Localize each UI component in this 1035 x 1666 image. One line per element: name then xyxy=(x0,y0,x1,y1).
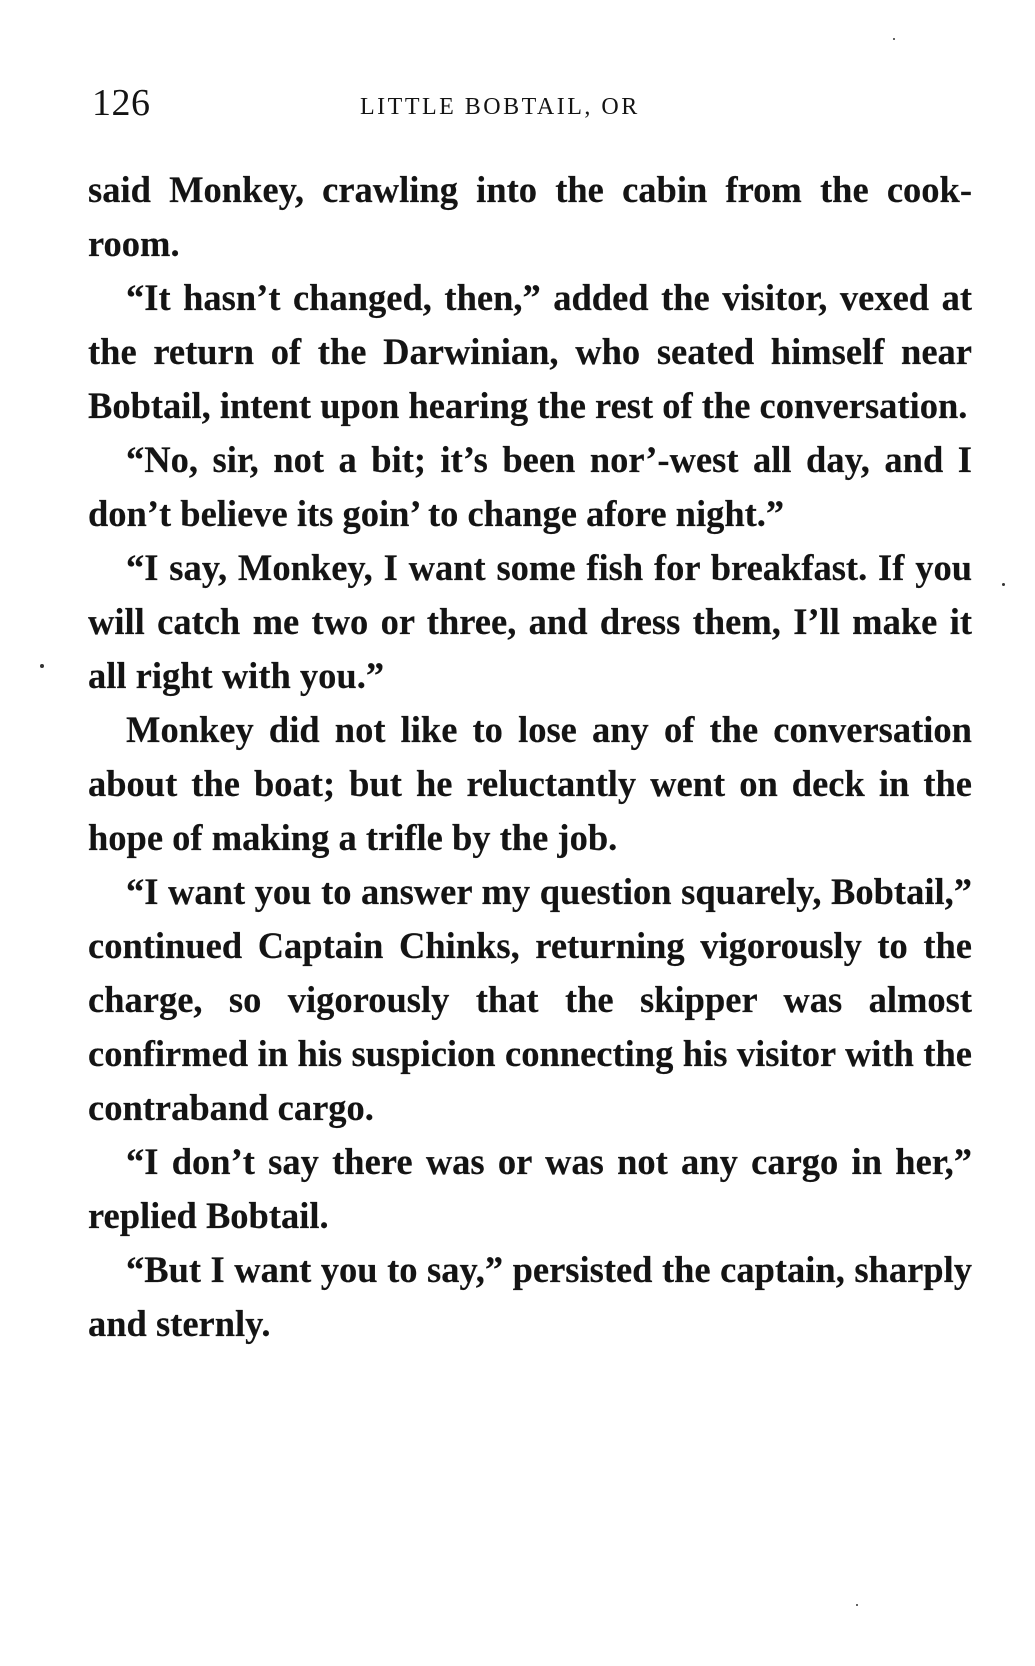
paragraph: “I want you to answer my question squarely, Bobtail,” continued Captain Chinks, returning vigorously to the charge, so vigorously that the skipper was almost confirmed in his suspicion connecting his visitor with the contraband cargo. xyxy=(88,871,972,1128)
paragraph: Monkey did not like to lose any of the conversation about the boat; but he reluctantly went on deck in the hope of making a trifle by the job. xyxy=(88,709,972,858)
paragraph: said Monkey, crawling into the cabin from the cook-room. xyxy=(88,169,972,264)
ink-speck xyxy=(1002,583,1005,586)
running-title: LITTLE BOBTAIL, OR xyxy=(360,94,640,120)
paragraph: “No, sir, not a bit; it’s been nor’-west all day, and I don’t believe its goin’ to change afore night.” xyxy=(88,439,972,534)
paragraph: “I don’t say there was or was not any cargo in her,” replied Bobtail. xyxy=(88,1141,972,1236)
paragraph: “It hasn’t changed, then,” added the visitor, vexed at the return of the Darwinian, who seated himself near Bobtail, intent upon hearing the rest of the conversation. xyxy=(88,277,972,426)
page-header xyxy=(92,78,972,128)
paragraph: “But I want you to say,” persisted the captain, sharply and sternly. xyxy=(88,1249,972,1344)
body-text xyxy=(88,163,972,1351)
ink-speck xyxy=(40,664,44,668)
ink-speck xyxy=(893,38,895,40)
page-number: 126 xyxy=(92,82,151,124)
paragraph: “I say, Monkey, I want some fish for breakfast. If you will catch me two or three, and dress them, I’ll make it all right with you.” xyxy=(88,547,972,696)
ink-speck xyxy=(856,1604,858,1606)
